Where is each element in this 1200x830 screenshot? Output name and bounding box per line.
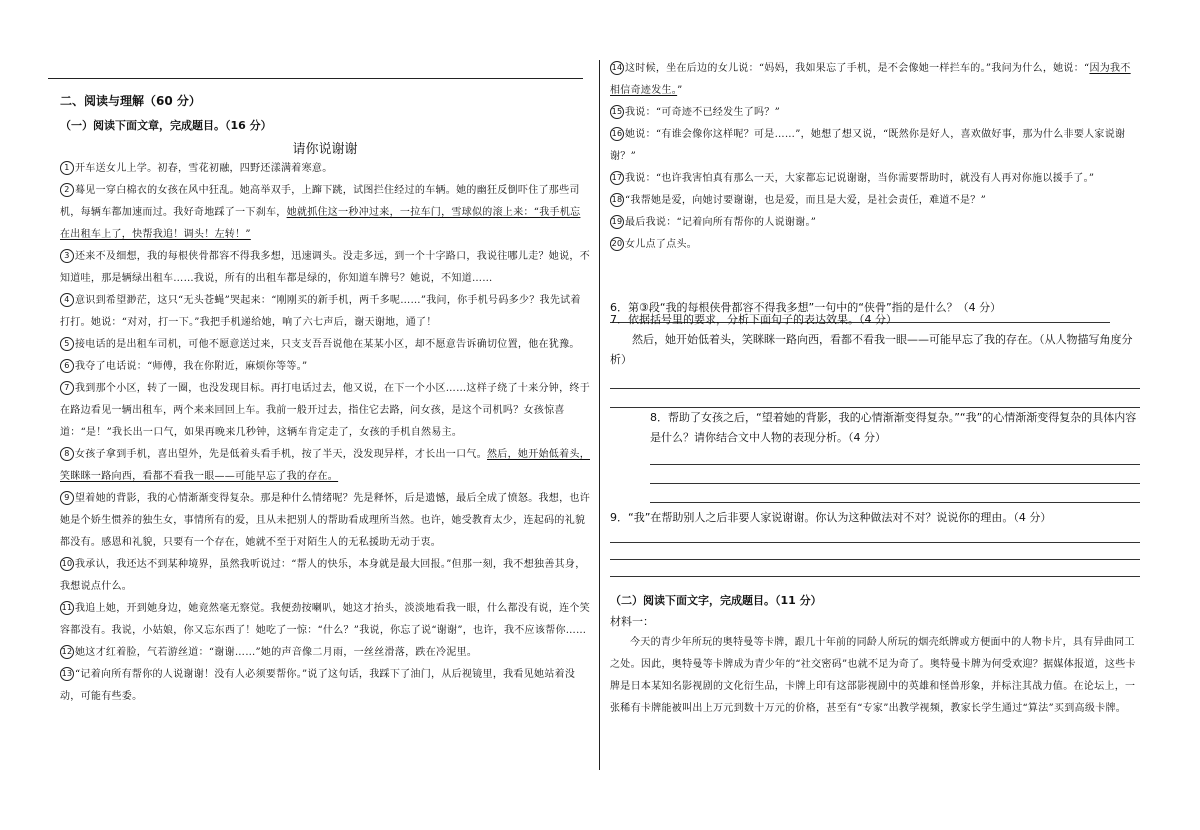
paragraph: [60, 598, 590, 642]
answer-line[interactable]: [610, 388, 1140, 389]
answer-line[interactable]: [650, 502, 1140, 503]
answer-line[interactable]: [650, 483, 1140, 484]
paragraph: [610, 212, 1140, 234]
paragraph: [60, 488, 590, 554]
article-paragraphs: [60, 158, 590, 708]
paragraph: [610, 234, 1140, 256]
paragraph-text: 我承认，我还达不到某种境界，虽然我听说过：“帮人的快乐，本身就是最大回报。”但那一刻，我不想独善其身，我想说点什么。: [60, 559, 586, 592]
paragraph: [60, 444, 590, 488]
paragraph-text: 开车送女儿上学。初春，雪花初融，四野还漾满着寒意。: [75, 163, 333, 174]
question-9: [610, 508, 1140, 577]
material-label: 材料一：: [610, 615, 654, 628]
paragraph-number: 8: [60, 447, 74, 461]
paragraph-text: 我到那个小区，转了一圈，也没发现目标。再打电话过去，他又说，在下一个小区……这样子绕了十来分钟，终于在路边看见一辆出租车，两个来来回回上车。我前一般开过去，指住它去路，问女孩，是这个司机吗？女孩惊喜道：“是！”我长出一口气，如果再晚来几秒钟，这辆车肯定走了，女孩的手机自然易主。: [60, 383, 590, 438]
paragraph-number: 9: [60, 491, 74, 505]
paragraph-text: 最后我说：“记着向所有帮你的人说谢谢。”: [625, 217, 817, 228]
question-7: [610, 310, 1140, 408]
paragraph-text: 我说：“也许我害怕真有那么一天，大家都忘记说谢谢，当你需要帮助时，就没有人再对你施以援手了。”: [625, 173, 1095, 184]
question-9-text: 9．“我”在帮助别人之后非要人家说谢谢。你认为这种做法对不对？说说你的理由。（4 分）: [610, 511, 1052, 524]
paragraph: [610, 168, 1140, 190]
paragraph-number: 11: [60, 601, 74, 615]
paragraph-text: 还来不及细想，我的每根侠骨都容不得我多想，迅速调头。没走多远，到一个十字路口，我说往哪儿走？她说，不知道哇，那是辆绿出租车……我说，所有的出租车都是绿的，你知道车牌号？她说，不知道……: [60, 251, 590, 284]
paragraph-tail: ”: [677, 85, 683, 96]
paragraph-text: 我追上她，开到她身边，她竟然毫无察觉。我便劲按喇叭，她这才抬头，淡淡地看我一眼，什么都没有说，连个笑容都没有。我说，小姑娘，你又忘东西了！她吃了一惊：“什么？”我说，你忘了说“谢谢”，也许，我不应该帮你……: [60, 603, 590, 636]
paragraph-text: 女孩子拿到手机，喜出望外，先是低着头看手机，按了半天，没发现异样，才长出一口气。: [75, 449, 487, 460]
paragraph: [60, 158, 590, 180]
paragraph-text: 她这才红着脸，气若游丝道：“谢谢……”她的声音像二月雨，一丝丝滑落，跌在冷泥里。: [75, 647, 478, 658]
paragraph-text: 我夺了电话说：“师傅，我在你附近，麻烦你等等。”: [75, 361, 308, 372]
paragraph-text: 这时候，坐在后边的女儿说：“妈妈，我如果忘了手机，是不会像她一样拦车的。”我问为什么，她说：“: [625, 63, 1090, 74]
paragraph: [60, 246, 590, 290]
paragraph-number: 17: [610, 171, 624, 185]
paragraph: [60, 642, 590, 664]
underlined-sentence: 因为我不相信奇迹发生。: [610, 63, 1131, 96]
paragraph: [60, 378, 590, 444]
article-title: 请你说谢谢: [292, 142, 358, 157]
paragraph-text: “记着向所有帮你的人说谢谢！没有人必须要帮你。”说了这句话，我踩下了油门，从后视镜里，我看见她站着没动，可能有些委。: [60, 669, 576, 702]
paragraph: [60, 554, 590, 598]
answer-line[interactable]: [650, 464, 1140, 465]
question-6-text: 6．第③段“我的每根侠骨都容不得我多想”一句中的“侠骨”指的是什么？（4 分）: [610, 301, 1002, 314]
question-8: [650, 408, 1140, 503]
question-8-text: 8．帮助了女孩之后，“望着她的背影，我的心情渐渐变得复杂。”“我”的心情渐渐变得复杂的具体内容是什么？请你结合文中人物的表现分析。（4 分）: [650, 411, 1137, 444]
material-text: 今天的青少年所玩的奥特曼等卡牌，跟几十年前的同龄人所玩的烟壳纸牌或方便面中的人物卡片，具有异曲同工之处。因此，奥特曼等卡牌成为青少年的“社交密码”也就不足为奇了。奥特曼卡牌为何受欢迎？据媒体报道，这些卡牌是日本某知名影视剧的文化衍生品，卡牌上印有这部影视剧中的英雄和怪兽形象，并标注其战力值。在论坛上，一张稀有卡牌能被叫出上万元到数十万元的价格，甚至有“专家”出教学视频，教家长学生通过“算法”买到高级卡牌。: [610, 637, 1136, 714]
paragraph-text: 蓦见一穿白棉衣的女孩在风中狂乱。她高举双手，上蹿下跳，试图拦住经过的车辆。她的幽狂反倒吓住了那些司机，每辆车都加速而过。我好奇地踩了一下刹车，: [60, 185, 580, 218]
paragraph-number: 16: [610, 127, 624, 141]
underlined-sentence: 她就抓住这一秒冲过来，一拉车门，雪球似的滚上来：“我手机忘在出租车上了，快帮我追！调头！左转！”: [60, 207, 581, 240]
paragraph-text: 她说：“有谁会像你这样呢？可是……”，她想了想又说，“既然你是好人，喜欢做好事，那为什么非要人家说谢谢？”: [610, 129, 1126, 162]
sub-heading-2: （二）阅读下面文字，完成题目。（11 分）: [610, 594, 822, 607]
paragraph: [610, 124, 1140, 168]
right-column: [610, 0, 1140, 830]
paragraph-number: 15: [610, 105, 624, 119]
column-divider: [599, 60, 600, 770]
paragraph-number: 14: [610, 61, 624, 75]
paragraph-text: 女儿点了点头。: [625, 239, 698, 250]
paragraph-number: 13: [60, 667, 74, 681]
section-heading: 二、阅读与理解（60 分）: [60, 94, 201, 108]
paragraph: [60, 334, 590, 356]
paragraph: [60, 664, 590, 708]
sub-heading: （一）阅读下面文章，完成题目。（16 分）: [60, 119, 272, 132]
paragraph-number: 7: [60, 381, 74, 395]
paragraph-number: 1: [60, 161, 74, 175]
paragraph-number: 19: [610, 215, 624, 229]
paragraph: [60, 356, 590, 378]
paragraph-text: 意识到希望渺茫，这只“无头苍蝇”哭起来：“刚刚买的新手机，两千多呢……”我问，你手机号码多少？我先试着打打。她说：“对对，打一下。”我把手机递给她，响了六七声后，谢天谢地，通了！: [60, 295, 581, 328]
paragraph-text: 接电话的是出租车司机，可他不愿意送过来，只支支吾吾说他在某某小区，却不愿意告诉确切位置，他在犹豫。: [75, 339, 580, 350]
underlined-sentence: 然后，她开始低着头，笑眯眯一路向西，看都不看我一眼——可能早忘了我的存在。: [60, 449, 590, 482]
answer-line[interactable]: [610, 576, 1140, 577]
paragraph-number: 10: [60, 557, 74, 571]
paragraph: [610, 58, 1140, 102]
paragraph: [610, 190, 1140, 212]
paragraph: [60, 290, 590, 334]
paragraph-number: 18: [610, 193, 624, 207]
paragraph: [610, 102, 1140, 124]
paragraph: [60, 180, 590, 246]
section-two: [610, 592, 1140, 720]
paragraph-number: 3: [60, 249, 74, 263]
question-7-quote: 然后，她开始低着头，笑眯眯一路向西，看都不看我一眼——可能早忘了我的存在。（从人物描写角度分析）: [610, 333, 1133, 366]
paragraph-number: 20: [610, 237, 624, 251]
left-column: [60, 0, 590, 830]
paragraph-number: 2: [60, 183, 74, 197]
paragraph-number: 5: [60, 337, 74, 351]
paragraph-text: 望着她的背影，我的心情渐渐变得复杂。那是种什么情绪呢？先是释怀，后是遗憾，最后全成了愤怒。我想，也许她是个娇生惯养的独生女，事情所有的爱，且从未把别人的帮助看成理所当然。也许，她受教育太少，连起码的礼貌都没有。感恩和礼貌，只要有一个存在，她就不至于对陌生人的无私援助无动于衷。: [60, 493, 590, 548]
question-7-text: 7．依据括号里的要求，分析下面句子的表达效果。（4 分）: [610, 313, 897, 326]
answer-line[interactable]: [610, 542, 1140, 543]
paragraph-text: 我说：“可奇迹不已经发生了吗？”: [625, 107, 781, 118]
paragraph-number: 6: [60, 359, 74, 373]
answer-line[interactable]: [610, 559, 1140, 560]
article-paragraphs-continued: [610, 58, 1140, 256]
paragraph-number: 12: [60, 645, 74, 659]
paragraph-number: 4: [60, 293, 74, 307]
paragraph-text: “我帮她是爱，向她讨要谢谢，也是爱，而且是大爱，是社会责任，难道不是？”: [625, 195, 987, 206]
